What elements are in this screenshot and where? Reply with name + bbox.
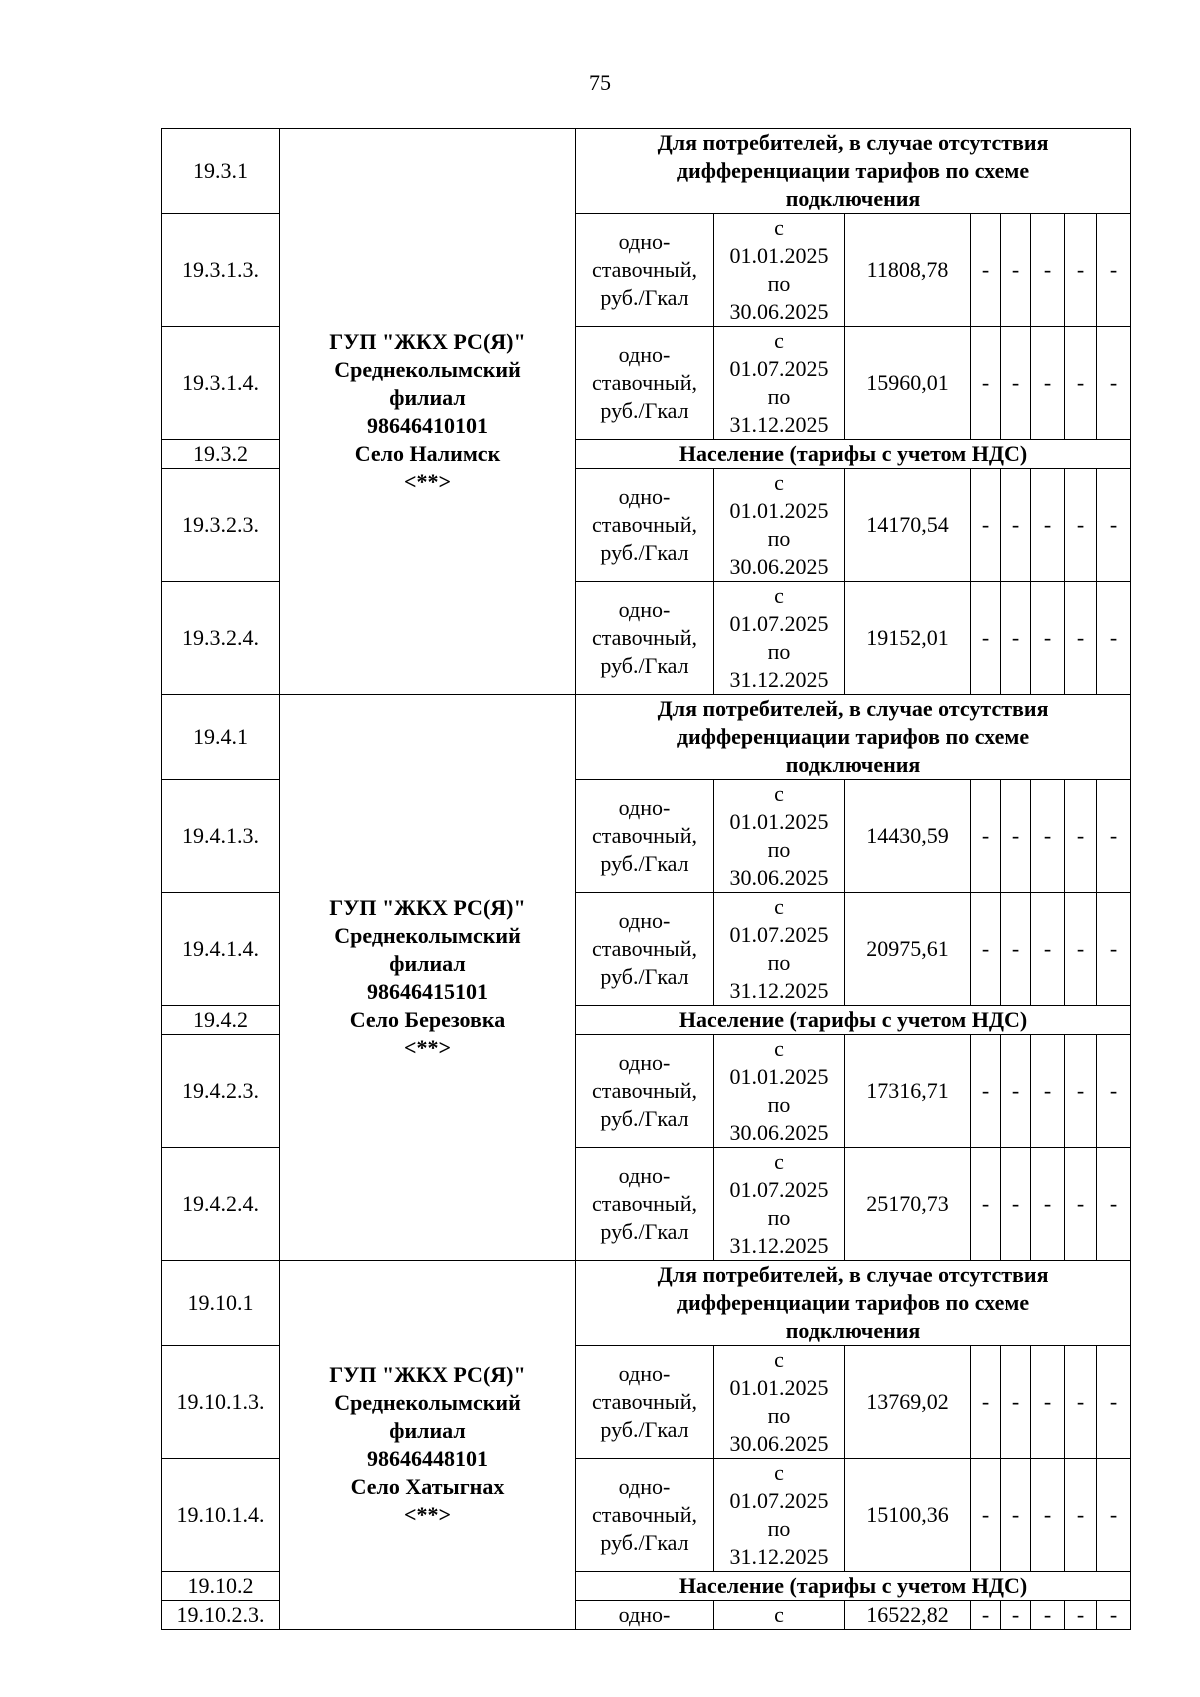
empty-value-cell: - xyxy=(971,1601,1001,1630)
empty-value-cell: - xyxy=(1097,1346,1131,1459)
empty-value-cell: - xyxy=(1031,582,1065,695)
row-code: 19.4.1.3. xyxy=(162,780,280,893)
period-line: 01.07.2025 xyxy=(729,922,829,947)
group-header-row xyxy=(162,695,1131,780)
tariff-value: 14170,54 xyxy=(845,469,971,582)
tariff-type-line: одно- xyxy=(618,795,671,820)
tariff-type-line: одно- xyxy=(618,229,671,254)
row-code: 19.10.1.4. xyxy=(162,1459,280,1572)
period xyxy=(714,1148,845,1261)
tariff-type xyxy=(576,780,714,893)
organization-line: филиал xyxy=(389,1418,466,1443)
empty-value-cell: - xyxy=(971,582,1001,695)
group-title: Население (тарифы с учетом НДС) xyxy=(576,1006,1131,1035)
tariff-type xyxy=(576,1459,714,1572)
empty-value-cell: - xyxy=(1031,469,1065,582)
period-line: 31.12.2025 xyxy=(729,1544,829,1569)
period-line: 30.06.2025 xyxy=(729,554,829,579)
tariff-type-line: ставочный, xyxy=(592,512,697,537)
period-line: 01.07.2025 xyxy=(729,611,829,636)
tariff-type xyxy=(576,327,714,440)
period-line: по xyxy=(767,526,791,551)
tariff-type-line: руб./Гкал xyxy=(600,1417,689,1442)
tariff-type xyxy=(576,1346,714,1459)
tariff-type xyxy=(576,1035,714,1148)
organization-cell xyxy=(280,1261,576,1630)
tariff-type-line: руб./Гкал xyxy=(600,653,689,678)
organization-line: ГУП "ЖКХ РС(Я)" xyxy=(329,1362,526,1387)
empty-value-cell: - xyxy=(971,780,1001,893)
row-code: 19.10.1.3. xyxy=(162,1346,280,1459)
organization-line: 98646448101 xyxy=(367,1446,488,1471)
organization-line: Среднеколымский xyxy=(334,1390,521,1415)
row-code: 19.3.2.4. xyxy=(162,582,280,695)
tariff-type-line: руб./Гкал xyxy=(600,1530,689,1555)
period-line: по xyxy=(767,1516,791,1541)
period-line: по xyxy=(767,271,791,296)
period-line: 01.07.2025 xyxy=(729,1177,829,1202)
period-line: с xyxy=(774,1036,784,1061)
row-code: 19.3.2.3. xyxy=(162,469,280,582)
row-code: 19.4.2.3. xyxy=(162,1035,280,1148)
tariff-type-line: одно- xyxy=(618,1602,671,1627)
period-line: 30.06.2025 xyxy=(729,299,829,324)
period xyxy=(714,582,845,695)
tariff-type-line: одно- xyxy=(618,1163,671,1188)
group-code: 19.4.1 xyxy=(162,695,280,780)
period xyxy=(714,780,845,893)
group-code: 19.10.2 xyxy=(162,1572,280,1601)
empty-value-cell: - xyxy=(1001,469,1031,582)
organization-line: ГУП "ЖКХ РС(Я)" xyxy=(329,894,526,920)
empty-value-cell: - xyxy=(971,1035,1001,1148)
empty-value-cell: - xyxy=(1001,1148,1031,1261)
tariff-value: 11808,78 xyxy=(845,214,971,327)
tariff-type-line: руб./Гкал xyxy=(600,851,689,876)
period-line: 30.06.2025 xyxy=(729,1431,829,1456)
tariff-value: 14430,59 xyxy=(845,780,971,893)
empty-value-cell: - xyxy=(1097,780,1131,893)
group-code: 19.4.2 xyxy=(162,1006,280,1035)
tariff-type-line: ставочный, xyxy=(592,1389,697,1414)
tariff-type xyxy=(576,1601,714,1630)
period xyxy=(714,893,845,1006)
period-line: по xyxy=(767,950,791,975)
tariff-type-line: одно- xyxy=(618,908,671,933)
period xyxy=(714,469,845,582)
organization-line: 98646410101 xyxy=(367,412,488,438)
period-line: 01.01.2025 xyxy=(729,809,829,834)
group-code: 19.3.2 xyxy=(162,440,280,469)
period-line: с xyxy=(774,215,784,240)
tariff-type-line: руб./Гкал xyxy=(600,285,689,310)
period-line: 31.12.2025 xyxy=(729,978,829,1003)
group-title: Для потребителей, в случае отсутствия дифференциации тарифов по схеме подключения xyxy=(576,129,1131,214)
period-line: с xyxy=(774,583,784,608)
empty-value-cell: - xyxy=(1001,214,1031,327)
period-line: 01.01.2025 xyxy=(729,498,829,523)
empty-value-cell: - xyxy=(1031,327,1065,440)
tariff-type-line: одно- xyxy=(618,1050,671,1075)
row-code: 19.10.2.3. xyxy=(162,1601,280,1630)
tariff-value: 25170,73 xyxy=(845,1148,971,1261)
empty-value-cell: - xyxy=(1097,893,1131,1006)
empty-value-cell: - xyxy=(1097,582,1131,695)
empty-value-cell: - xyxy=(1001,893,1031,1006)
empty-value-cell: - xyxy=(1097,1459,1131,1572)
period-line: с xyxy=(774,470,784,495)
period-line: 01.07.2025 xyxy=(729,356,829,381)
tariff-value: 20975,61 xyxy=(845,893,971,1006)
period xyxy=(714,1346,845,1459)
organization-cell xyxy=(280,129,576,695)
tariff-type-line: одно- xyxy=(618,484,671,509)
tariff-value: 16522,82 xyxy=(845,1601,971,1630)
tariff-type xyxy=(576,1148,714,1261)
empty-value-cell: - xyxy=(1031,1346,1065,1459)
empty-value-cell: - xyxy=(1001,1346,1031,1459)
period-line: 01.01.2025 xyxy=(729,1064,829,1089)
empty-value-cell: - xyxy=(1001,1601,1031,1630)
organization-line: Село Хатыгнах xyxy=(350,1474,505,1499)
period-line: с xyxy=(774,1149,784,1174)
empty-value-cell: - xyxy=(1097,214,1131,327)
tariff-type-line: ставочный, xyxy=(592,936,697,961)
period-line: 31.12.2025 xyxy=(729,667,829,692)
empty-value-cell: - xyxy=(971,1148,1001,1261)
period-line: 31.12.2025 xyxy=(729,412,829,437)
empty-value-cell: - xyxy=(1065,1601,1097,1630)
empty-value-cell: - xyxy=(1031,1601,1065,1630)
organization-line: филиал xyxy=(389,950,466,976)
tariff-type-line: одно- xyxy=(618,342,671,367)
period-line: 30.06.2025 xyxy=(729,1120,829,1145)
period-line: с xyxy=(774,894,784,919)
period-line: по xyxy=(767,384,791,409)
tariff-type-line: ставочный, xyxy=(592,1191,697,1216)
tariff-type-line: одно- xyxy=(618,597,671,622)
empty-value-cell: - xyxy=(1065,214,1097,327)
tariff-value: 17316,71 xyxy=(845,1035,971,1148)
tariff-type xyxy=(576,214,714,327)
tariff-type-line: руб./Гкал xyxy=(600,540,689,565)
period-line: с xyxy=(774,781,784,806)
organization-line: ГУП "ЖКХ РС(Я)" xyxy=(329,328,526,354)
organization-cell xyxy=(280,695,576,1261)
tariff-type-line: ставочный, xyxy=(592,625,697,650)
empty-value-cell: - xyxy=(1065,1346,1097,1459)
empty-value-cell: - xyxy=(971,893,1001,1006)
period-line: с xyxy=(774,1347,784,1372)
row-code: 19.4.2.4. xyxy=(162,1148,280,1261)
organization-line: <**> xyxy=(403,1034,452,1060)
period-line: по xyxy=(767,1092,791,1117)
organization-line: филиал xyxy=(389,384,466,410)
row-code: 19.4.1.4. xyxy=(162,893,280,1006)
period xyxy=(714,214,845,327)
empty-value-cell: - xyxy=(1065,780,1097,893)
tariff-type-line: руб./Гкал xyxy=(600,964,689,989)
empty-value-cell: - xyxy=(1031,893,1065,1006)
empty-value-cell: - xyxy=(1001,780,1031,893)
empty-value-cell: - xyxy=(971,469,1001,582)
group-header-row xyxy=(162,1261,1131,1346)
empty-value-cell: - xyxy=(971,327,1001,440)
empty-value-cell: - xyxy=(1097,1148,1131,1261)
group-header-row xyxy=(162,129,1131,214)
group-title: Население (тарифы с учетом НДС) xyxy=(576,1572,1131,1601)
tariff-type xyxy=(576,582,714,695)
period xyxy=(714,327,845,440)
tariff-table-body xyxy=(162,129,1131,1630)
organization-line: Село Березовка xyxy=(349,1006,506,1032)
tariff-type xyxy=(576,893,714,1006)
tariff-value: 13769,02 xyxy=(845,1346,971,1459)
period-line: с xyxy=(774,1460,784,1485)
empty-value-cell: - xyxy=(1097,327,1131,440)
empty-value-cell: - xyxy=(1065,469,1097,582)
organization-line: Среднеколымский xyxy=(334,356,521,382)
period xyxy=(714,1601,845,1630)
empty-value-cell: - xyxy=(1065,582,1097,695)
tariff-type-line: руб./Гкал xyxy=(600,1106,689,1131)
tariff-type-line: ставочный, xyxy=(592,257,697,282)
group-title: Для потребителей, в случае отсутствия дифференциации тарифов по схеме подключения xyxy=(576,695,1131,780)
empty-value-cell: - xyxy=(1031,780,1065,893)
empty-value-cell: - xyxy=(1097,1035,1131,1148)
empty-value-cell: - xyxy=(971,214,1001,327)
period-line: по xyxy=(767,639,791,664)
period-line: 01.01.2025 xyxy=(729,1375,829,1400)
empty-value-cell: - xyxy=(1065,327,1097,440)
empty-value-cell: - xyxy=(1097,1601,1131,1630)
period-line: по xyxy=(767,1403,791,1428)
period-line: с xyxy=(774,328,784,353)
group-code: 19.10.1 xyxy=(162,1261,280,1346)
row-code: 19.3.1.3. xyxy=(162,214,280,327)
empty-value-cell: - xyxy=(1001,327,1031,440)
group-title: Население (тарифы с учетом НДС) xyxy=(576,440,1131,469)
period-line: с xyxy=(774,1602,784,1627)
empty-value-cell: - xyxy=(1097,469,1131,582)
period-line: по xyxy=(767,1205,791,1230)
empty-value-cell: - xyxy=(971,1346,1001,1459)
tariff-type-line: ставочный, xyxy=(592,370,697,395)
tariff-type-line: ставочный, xyxy=(592,1078,697,1103)
empty-value-cell: - xyxy=(1065,1459,1097,1572)
tariff-type-line: одно- xyxy=(618,1474,671,1499)
empty-value-cell: - xyxy=(1031,214,1065,327)
organization-line: <**> xyxy=(403,468,452,494)
empty-value-cell: - xyxy=(1001,1459,1031,1572)
period-line: 30.06.2025 xyxy=(729,865,829,890)
period-line: по xyxy=(767,837,791,862)
empty-value-cell: - xyxy=(1031,1035,1065,1148)
organization-line: Среднеколымский xyxy=(334,922,521,948)
tariff-type-line: руб./Гкал xyxy=(600,398,689,423)
organization-line: Село Налимск xyxy=(354,440,501,466)
tariff-value: 15100,36 xyxy=(845,1459,971,1572)
tariff-type-line: ставочный, xyxy=(592,823,697,848)
empty-value-cell: - xyxy=(1065,1035,1097,1148)
empty-value-cell: - xyxy=(1001,582,1031,695)
tariff-value: 19152,01 xyxy=(845,582,971,695)
group-title: Для потребителей, в случае отсутствия дифференциации тарифов по схеме подключения xyxy=(576,1261,1131,1346)
row-code: 19.3.1.4. xyxy=(162,327,280,440)
period xyxy=(714,1459,845,1572)
tariff-type-line: ставочный, xyxy=(592,1502,697,1527)
tariff-type-line: руб./Гкал xyxy=(600,1219,689,1244)
period-line: 31.12.2025 xyxy=(729,1233,829,1258)
tariff-table xyxy=(161,128,1131,1630)
empty-value-cell: - xyxy=(1001,1035,1031,1148)
organization-line: 98646415101 xyxy=(367,978,488,1004)
empty-value-cell: - xyxy=(1065,1148,1097,1261)
period xyxy=(714,1035,845,1148)
organization-line: <**> xyxy=(403,1502,452,1527)
group-code: 19.3.1 xyxy=(162,129,280,214)
period-line: 01.01.2025 xyxy=(729,243,829,268)
period-line: 01.07.2025 xyxy=(729,1488,829,1513)
empty-value-cell: - xyxy=(1031,1459,1065,1572)
page-number: 75 xyxy=(589,70,611,95)
tariff-type-line: одно- xyxy=(618,1361,671,1386)
empty-value-cell: - xyxy=(1065,893,1097,1006)
tariff-type xyxy=(576,469,714,582)
empty-value-cell: - xyxy=(971,1459,1001,1572)
tariff-value: 15960,01 xyxy=(845,327,971,440)
empty-value-cell: - xyxy=(1031,1148,1065,1261)
